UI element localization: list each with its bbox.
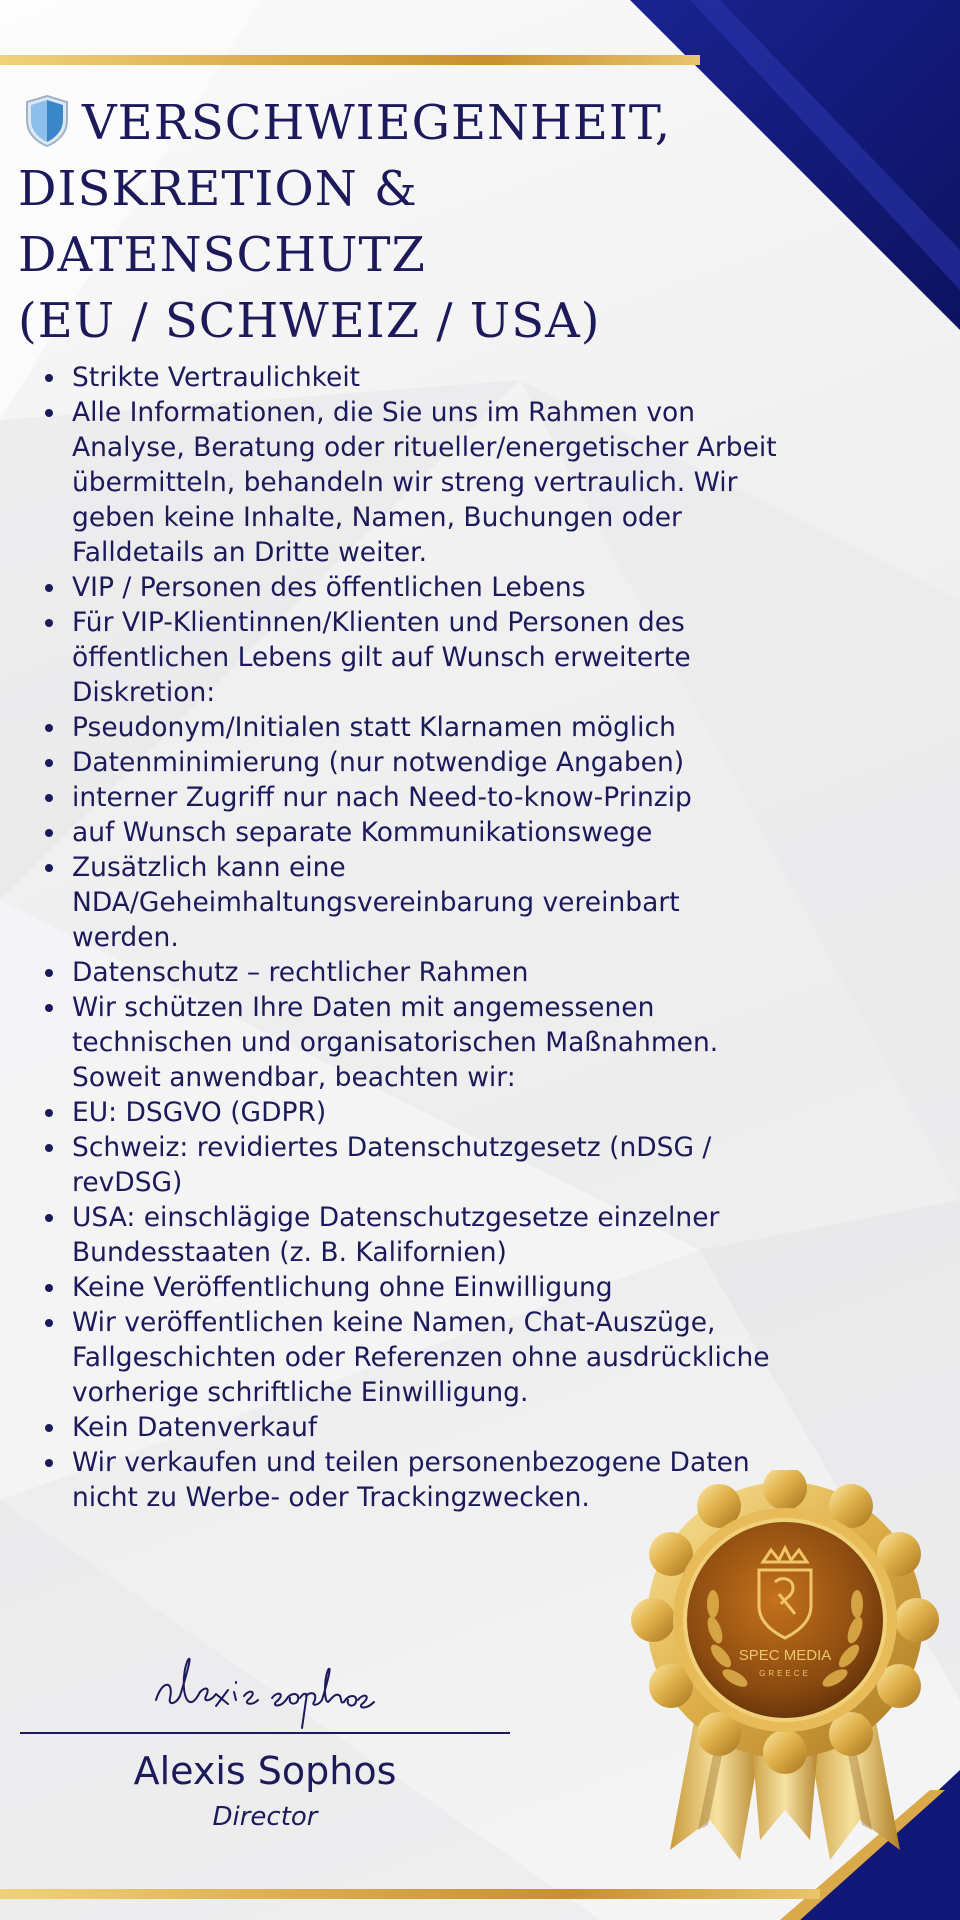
gold-seal-badge [630, 1470, 940, 1870]
policy-list [40, 360, 782, 1515]
list-item: Alle Informationen, die Sie uns im Rahmen von Analyse, Beratung oder ritueller/energetischer Arbeit übermitteln, behandeln wir streng vertraulich. Wir geben keine Inhalte, Namen, Buchungen oder Falldetails an Dritte weiter. [72, 395, 782, 570]
list-item: auf Wunsch separate Kommunikationswege [72, 815, 782, 850]
list-item: Strikte Vertraulichkeit [72, 360, 782, 395]
list-item: interner Zugriff nur nach Need-to-know-Prinzip [72, 780, 782, 815]
list-item: USA: einschlägige Datenschutzgesetze einzelner Bundesstaaten (z. B. Kalifornien) [72, 1200, 782, 1270]
title-line-1: VERSCHWIEGENHEIT, [82, 95, 672, 151]
page-title [18, 90, 818, 354]
list-item: Datenminimierung (nur notwendige Angaben) [72, 745, 782, 780]
seal-text-line1: SPEC MEDIA [738, 1647, 832, 1664]
list-item: VIP / Personen des öffentlichen Lebens [72, 570, 782, 605]
list-item: Für VIP-Klientinnen/Klienten und Personen des öffentlichen Lebens gilt auf Wunsch erweiterte Diskretion: [72, 605, 782, 710]
list-item: Wir verkaufen und teilen personenbezogene Daten nicht zu Werbe- oder Trackingzwecken. [72, 1445, 782, 1515]
list-item: Zusätzlich kann eine NDA/Geheimhaltungsvereinbarung vereinbart werden. [72, 850, 782, 955]
list-item: Datenschutz – rechtlicher Rahmen [72, 955, 782, 990]
list-item: Kein Datenverkauf [72, 1410, 782, 1445]
list-item: Wir schützen Ihre Daten mit angemessenen technischen und organisatorischen Maßnahmen. Soweit anwendbar, beachten wir: [72, 990, 782, 1095]
list-item: Schweiz: revidiertes Datenschutzgesetz (nDSG / revDSG) [72, 1130, 782, 1200]
title-line-2: DISKRETION & DATENSCHUTZ [18, 161, 426, 283]
shield-icon [24, 94, 70, 148]
signatory-role: Director [212, 1802, 318, 1832]
signature-line [20, 1732, 510, 1734]
seal-text-line2: GREECE [759, 1669, 811, 1678]
page-header [18, 90, 818, 354]
list-item: EU: DSGVO (GDPR) [72, 1095, 782, 1130]
gold-divider-bottom [0, 1889, 820, 1899]
signatory-name: Alexis Sophos [133, 1749, 397, 1793]
list-item: Keine Veröffentlichung ohne Einwilligung [72, 1270, 782, 1305]
list-item: Wir veröffentlichen keine Namen, Chat-Auszüge, Fallgeschichten oder Referenzen ohne ausdrückliche vorherige schriftliche Einwilligung. [72, 1305, 782, 1410]
handwritten-signature [148, 1640, 388, 1730]
title-line-3: (EU / SCHWEIZ / USA) [18, 293, 601, 349]
gold-divider-top [0, 55, 700, 65]
list-item: Pseudonym/Initialen statt Klarnamen möglich [72, 710, 782, 745]
